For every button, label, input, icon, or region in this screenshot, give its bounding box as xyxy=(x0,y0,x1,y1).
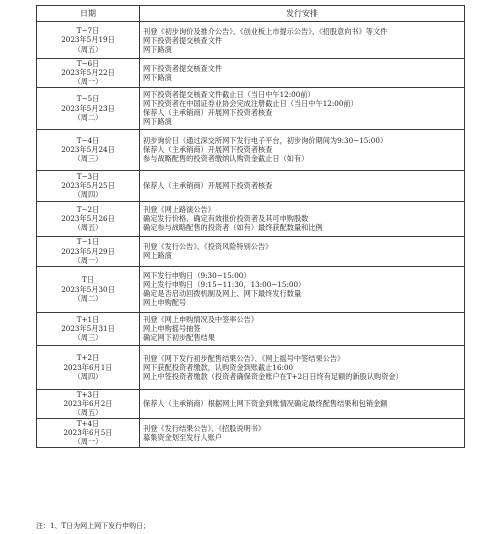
relative-day: T+4日 xyxy=(76,418,100,428)
arrangement-cell xyxy=(140,312,465,345)
date-cell xyxy=(37,201,140,236)
calendar-date: 2023年5月25日 xyxy=(61,181,115,190)
calendar-date: 2023年5月24日 xyxy=(61,145,115,154)
arrangement-item: 刊登《发行公告》、《投资风险特别公告》 xyxy=(143,242,273,252)
arrangement-cell xyxy=(140,418,465,447)
arrangement-item: 参与战略配售的投资者缴纳认购资金截止日（如有） xyxy=(143,154,309,164)
arrangement-item: 刊登《网上路演公告》 xyxy=(143,205,215,215)
issuance-schedule-table xyxy=(36,5,465,448)
arrangement-item: 网下路演 xyxy=(143,72,172,82)
date-cell xyxy=(37,22,140,59)
table-row xyxy=(37,345,465,389)
weekday: （周四） xyxy=(73,371,103,381)
relative-day: T+1日 xyxy=(76,314,100,324)
relative-day: T−2日 xyxy=(76,204,100,214)
relative-day: T+3日 xyxy=(76,389,100,399)
calendar-date: 2023年5月29日 xyxy=(61,246,115,256)
arrangement-cell xyxy=(140,345,465,389)
arrangement-item: 确定是否启动回拨机制及网上、网下最终发行数量 xyxy=(143,289,302,299)
relative-day: T−4日 xyxy=(76,135,100,145)
date-cell xyxy=(37,389,140,418)
table-row xyxy=(37,59,465,88)
relative-day: T−6日 xyxy=(76,59,100,68)
arrangement-item: 网上发行申购日（9:15−11:30，13:00−15:00） xyxy=(143,280,306,290)
date-cell xyxy=(37,236,140,266)
arrangement-item: 网下获配投资者缴款，认购资金到账截止16:00 xyxy=(143,362,294,372)
weekday: （周五） xyxy=(73,44,103,54)
calendar-date: 2023年5月30日 xyxy=(61,284,115,294)
table-row xyxy=(37,389,465,418)
arrangement-cell xyxy=(140,22,465,59)
arrangement-cell xyxy=(140,201,465,236)
calendar-date: 2023年5月19日 xyxy=(61,35,115,45)
arrangement-cell xyxy=(140,170,465,201)
arrangement-item: 网下投资者提交核查文件 xyxy=(143,63,223,73)
table-row xyxy=(37,129,465,170)
arrangement-item: 网下发行申购日（9:30−15:00） xyxy=(143,271,251,281)
arrangement-cell xyxy=(140,59,465,88)
arrangement-item: 确定发行价格、确定有效报价投资者及其可申购股数 xyxy=(143,214,309,224)
calendar-date: 2023年6月5日 xyxy=(63,428,113,437)
arrangement-item: 保荐人（主承销商）根据网上网下资金到账情况确定最终配售结果和包销金额 xyxy=(143,399,388,409)
arrangement-cell xyxy=(140,87,465,129)
date-cell xyxy=(37,170,140,201)
table-row xyxy=(37,201,465,236)
header-arrangement: 发行安排 xyxy=(140,6,465,22)
arrangement-item: 确定参与战略配售的投资者（如有）最终获配数量和比例 xyxy=(143,223,323,233)
arrangement-item: 刊登《发行结果公告》、《招股说明书》 xyxy=(143,423,266,433)
arrangement-item: 网下路演 xyxy=(143,44,172,54)
weekday: （周三） xyxy=(73,154,103,164)
relative-day: T−1日 xyxy=(76,237,100,247)
calendar-date: 2023年5月23日 xyxy=(61,103,115,113)
weekday: （周一） xyxy=(73,255,103,265)
table-row xyxy=(37,22,465,59)
calendar-date: 2023年6月1日 xyxy=(63,362,113,372)
footnote: 注：1、T日为网上网下发行申购日； xyxy=(36,522,151,530)
table-row xyxy=(37,266,465,312)
table-row xyxy=(37,418,465,447)
date-cell xyxy=(37,418,140,447)
arrangement-item: 刊登《初步询价及推介公告》、《创业板上市提示公告》、《招股意向书》等文件 xyxy=(143,26,388,36)
arrangement-item: 保荐人（主承销商）开展网下投资者核查 xyxy=(143,181,273,191)
weekday: （周一） xyxy=(73,77,103,87)
weekday: （周二） xyxy=(73,112,103,122)
arrangement-cell xyxy=(140,129,465,170)
arrangement-cell xyxy=(140,389,465,418)
arrangement-item: 网下投资者提交核查文件截止日（当日中午12:00前） xyxy=(143,90,315,100)
arrangement-item: 网下投资者在中国证券业协会完成注册截止日（当日中午12:00前） xyxy=(143,99,358,109)
relative-day: T−7日 xyxy=(76,26,100,36)
table-body xyxy=(37,22,465,448)
arrangement-item: 网上中签投资者缴款（投资者确保资金账户在T+2日日终有足额的新股认购资金） xyxy=(143,371,403,381)
arrangement-item: 网下路演 xyxy=(143,117,172,127)
date-cell xyxy=(37,87,140,129)
date-cell xyxy=(37,59,140,88)
weekday: （周五） xyxy=(73,408,103,418)
arrangement-cell xyxy=(140,236,465,266)
relative-day: T日 xyxy=(82,275,94,285)
weekday: （周一） xyxy=(73,437,103,447)
weekday: （周二） xyxy=(73,293,103,303)
arrangement-item: 网上路演 xyxy=(143,251,172,261)
date-cell xyxy=(37,266,140,312)
header-date: 日期 xyxy=(37,6,140,22)
arrangement-item: 网下投资者提交核查文件 xyxy=(143,35,223,45)
relative-day: T−5日 xyxy=(76,94,100,104)
table-header-row xyxy=(37,6,465,22)
calendar-date: 2023年6月2日 xyxy=(63,399,113,408)
calendar-date: 2023年5月22日 xyxy=(61,68,115,78)
relative-day: T+2日 xyxy=(76,353,100,363)
calendar-date: 2023年5月31日 xyxy=(61,324,115,333)
table-row xyxy=(37,236,465,266)
arrangement-item: 初步询价日（通过深交所网下发行电子平台，初步询价期间为9:30−15:00） xyxy=(143,136,388,146)
arrangement-item: 刊登《网上申购情况及中签率公告》 xyxy=(143,315,259,325)
arrangement-item: 募集资金划至发行人账户 xyxy=(143,432,223,442)
table-row xyxy=(37,87,465,129)
calendar-date: 2023年5月26日 xyxy=(61,214,115,223)
relative-day: T−3日 xyxy=(76,171,100,181)
arrangement-item: 刊登《网下发行初步配售结果公告》、《网上摇号中签结果公告》 xyxy=(143,353,345,363)
table-row xyxy=(37,312,465,345)
date-cell xyxy=(37,129,140,170)
arrangement-item: 网上申购摇号抽签 xyxy=(143,324,201,334)
weekday: （周四） xyxy=(73,190,103,200)
date-cell xyxy=(37,345,140,389)
weekday: （周三） xyxy=(73,333,103,343)
arrangement-item: 保荐人（主承销商）开展网下投资者核查 xyxy=(143,145,273,155)
arrangement-item: 确定网下初步配售结果 xyxy=(143,333,215,343)
table-row xyxy=(37,170,465,201)
arrangement-cell xyxy=(140,266,465,312)
arrangement-item: 保荐人（主承销商）开展网下投资者核查 xyxy=(143,108,273,118)
arrangement-item: 网上申购配号 xyxy=(143,298,187,308)
date-cell xyxy=(37,312,140,345)
weekday: （周五） xyxy=(73,223,103,233)
